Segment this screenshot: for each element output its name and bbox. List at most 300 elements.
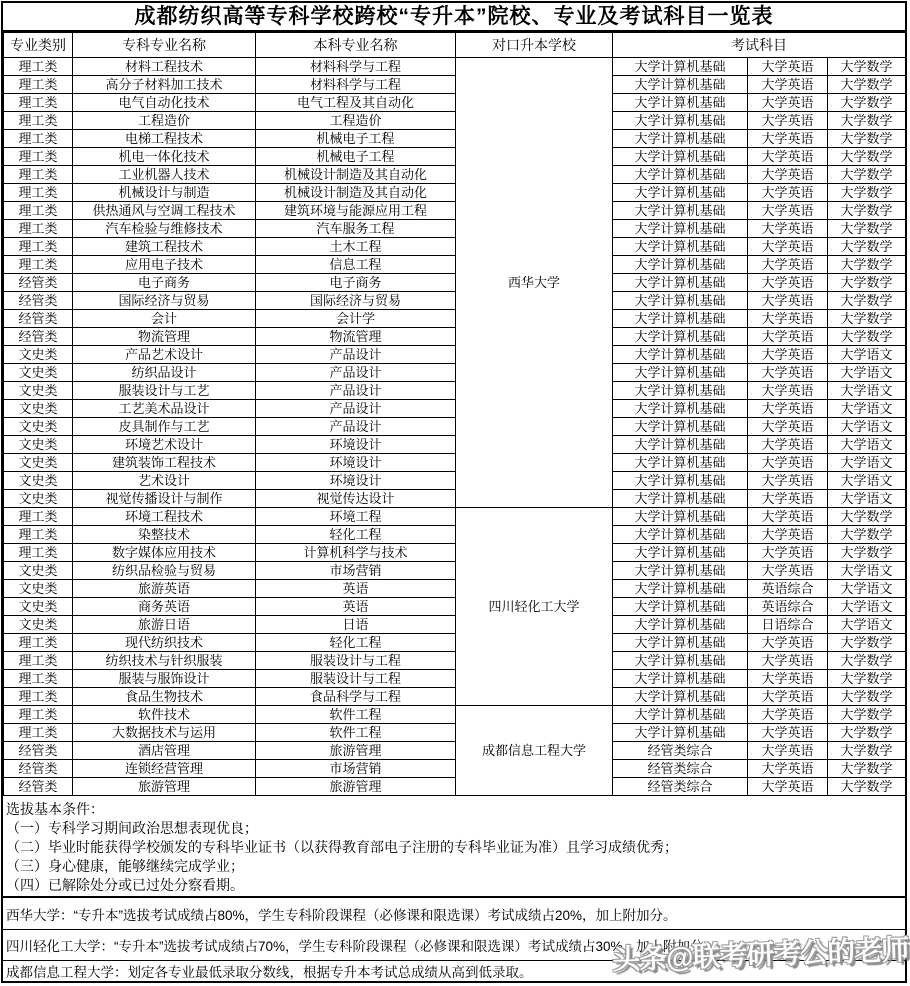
college-major-cell: 建筑工程技术 [73,238,256,256]
college-major-cell: 纺织品检验与贸易 [73,562,256,580]
exam-subject-1-cell: 大学计算机基础 [613,256,748,274]
table-row [4,670,906,688]
category-cell: 理工类 [4,166,73,184]
bachelor-major-cell: 产品设计 [256,364,456,382]
exam-subject-3-cell: 大学数学 [828,706,906,724]
exam-subject-2-cell: 大学英语 [748,148,828,166]
bachelor-major-cell: 轻化工程 [256,526,456,544]
bachelor-major-cell: 服装设计与工程 [256,670,456,688]
exam-subject-2-cell: 大学英语 [748,310,828,328]
condition-item: （二）毕业时能获得学校颁发的专科毕业证书（以获得教育部电子注册的专科毕业证为准）且学习成绩优秀； [6,839,678,855]
college-major-cell: 食品生物技术 [73,688,256,706]
category-cell: 经管类 [4,292,73,310]
condition-item: （三）身心健康，能够继续完成学业； [6,858,244,874]
exam-subject-1-cell: 大学计算机基础 [613,112,748,130]
exam-subject-1-cell: 大学计算机基础 [613,454,748,472]
exam-subject-3-cell: 大学数学 [828,652,906,670]
exam-subject-3-cell: 大学数学 [828,742,906,760]
bachelor-major-cell: 产品设计 [256,382,456,400]
exam-subject-2-cell: 大学英语 [748,526,828,544]
table-row [4,364,906,382]
category-cell: 理工类 [4,220,73,238]
college-major-cell: 产品艺术设计 [73,346,256,364]
category-cell: 文史类 [4,382,73,400]
bachelor-major-cell: 轻化工程 [256,634,456,652]
table-row [4,76,906,94]
exam-subject-3-cell: 大学数学 [828,76,906,94]
category-cell: 理工类 [4,256,73,274]
exam-subject-2-cell: 大学英语 [748,742,828,760]
category-cell: 文史类 [4,400,73,418]
college-major-cell: 纺织技术与针织服装 [73,652,256,670]
exam-subject-3-cell: 大学数学 [828,526,906,544]
college-major-cell: 建筑装饰工程技术 [73,454,256,472]
exam-subject-2-cell: 英语综合 [748,598,828,616]
category-cell: 经管类 [4,328,73,346]
college-major-cell: 物流管理 [73,328,256,346]
exam-subject-2-cell: 大学英语 [748,274,828,292]
category-cell: 理工类 [4,724,73,742]
exam-subject-2-cell: 大学英语 [748,418,828,436]
exam-subject-2-cell: 大学英语 [748,112,828,130]
exam-subject-2-cell: 大学英语 [748,508,828,526]
exam-subject-1-cell: 大学计算机基础 [613,526,748,544]
exam-subject-3-cell: 大学语文 [828,418,906,436]
category-cell: 文史类 [4,490,73,508]
exam-subject-2-cell: 大学英语 [748,76,828,94]
category-cell: 理工类 [4,652,73,670]
category-cell: 经管类 [4,760,73,778]
table-row [4,580,906,598]
exam-subject-3-cell: 大学数学 [828,202,906,220]
bachelor-major-cell: 土木工程 [256,238,456,256]
exam-subject-1-cell: 大学计算机基础 [613,616,748,634]
exam-subject-1-cell: 大学计算机基础 [613,472,748,490]
exam-subject-3-cell: 大学数学 [828,256,906,274]
college-major-cell: 艺术设计 [73,472,256,490]
category-cell: 理工类 [4,634,73,652]
exam-subject-1-cell: 大学计算机基础 [613,292,748,310]
exam-subject-3-cell: 大学数学 [828,292,906,310]
condition-item: （四）已解除处分或已过处分察看期。 [6,877,244,893]
exam-subject-2-cell: 大学英语 [748,472,828,490]
category-cell: 理工类 [4,112,73,130]
exam-subject-2-cell: 大学英语 [748,544,828,562]
bachelor-major-cell: 产品设计 [256,400,456,418]
table-row [4,760,906,778]
exam-subject-3-cell: 大学数学 [828,112,906,130]
table-row [4,688,906,706]
table-row [4,274,906,292]
category-cell: 理工类 [4,670,73,688]
bachelor-major-cell: 信息工程 [256,256,456,274]
exam-subject-1-cell: 大学计算机基础 [613,76,748,94]
header-exam-subjects: 考试科目 [613,33,906,58]
college-major-cell: 工程造价 [73,112,256,130]
exam-subject-3-cell: 大学数学 [828,544,906,562]
table-row [4,742,906,760]
college-major-cell: 旅游日语 [73,616,256,634]
exam-subject-2-cell: 英语综合 [748,580,828,598]
category-cell: 理工类 [4,688,73,706]
exam-subject-1-cell: 大学计算机基础 [613,130,748,148]
college-major-cell: 汽车检验与维修技术 [73,220,256,238]
college-major-cell: 电子商务 [73,274,256,292]
exam-subject-2-cell: 大学英语 [748,292,828,310]
college-major-cell: 应用电子技术 [73,256,256,274]
category-cell: 文史类 [4,616,73,634]
bachelor-major-cell: 旅游管理 [256,778,456,796]
bachelor-major-cell: 服装设计与工程 [256,652,456,670]
exam-subject-1-cell: 大学计算机基础 [613,418,748,436]
exam-subject-1-cell: 经管类综合 [613,760,748,778]
category-cell: 经管类 [4,310,73,328]
watermark-text: 头条@联考研考公的老师 [611,933,909,976]
exam-subject-2-cell: 大学英语 [748,220,828,238]
exam-subject-1-cell: 大学计算机基础 [613,94,748,112]
exam-subject-1-cell: 大学计算机基础 [613,490,748,508]
exam-subject-3-cell: 大学数学 [828,148,906,166]
exam-subject-3-cell: 大学语文 [828,580,906,598]
table-row [4,616,906,634]
college-major-cell: 环境工程技术 [73,508,256,526]
exam-subject-1-cell: 大学计算机基础 [613,202,748,220]
college-major-cell: 机械设计与制造 [73,184,256,202]
table-row [4,634,906,652]
category-cell: 文史类 [4,598,73,616]
exam-subject-2-cell: 大学英语 [748,778,828,796]
selection-conditions [3,796,905,896]
exam-subject-1-cell: 大学计算机基础 [613,346,748,364]
bachelor-major-cell: 建筑环境与能源应用工程 [256,202,456,220]
exam-subject-3-cell: 大学数学 [828,130,906,148]
exam-subject-3-cell: 大学数学 [828,688,906,706]
bachelor-major-cell: 汽车服务工程 [256,220,456,238]
table-row [4,454,906,472]
category-cell: 经管类 [4,742,73,760]
college-major-cell: 材料工程技术 [73,58,256,76]
exam-subject-1-cell: 大学计算机基础 [613,238,748,256]
table-header-row [4,33,906,58]
exam-subject-3-cell: 大学数学 [828,760,906,778]
exam-subject-3-cell: 大学数学 [828,310,906,328]
exam-subject-3-cell: 大学语文 [828,382,906,400]
exam-subject-2-cell: 大学英语 [748,670,828,688]
college-major-cell: 环境艺术设计 [73,436,256,454]
table-frame [1,1,907,983]
college-major-cell: 服装与服饰设计 [73,670,256,688]
college-major-cell: 商务英语 [73,598,256,616]
exam-subject-2-cell: 大学英语 [748,652,828,670]
exam-subject-3-cell: 大学语文 [828,490,906,508]
exam-subject-2-cell: 大学英语 [748,562,828,580]
table-row [4,220,906,238]
bachelor-major-cell: 软件工程 [256,706,456,724]
college-major-cell: 软件技术 [73,706,256,724]
header-bachelor-major: 本科专业名称 [256,33,456,58]
exam-subject-2-cell: 大学英语 [748,130,828,148]
table-row [4,292,906,310]
bachelor-major-cell: 电子商务 [256,274,456,292]
exam-subject-1-cell: 大学计算机基础 [613,400,748,418]
exam-subject-2-cell: 大学英语 [748,346,828,364]
exam-subject-2-cell: 大学英语 [748,202,828,220]
exam-subject-2-cell: 大学英语 [748,760,828,778]
category-cell: 文史类 [4,562,73,580]
category-cell: 理工类 [4,130,73,148]
category-cell: 文史类 [4,346,73,364]
college-major-cell: 皮具制作与工艺 [73,418,256,436]
college-major-cell: 纺织品设计 [73,364,256,382]
header-college-major: 专科专业名称 [73,33,256,58]
table-body [4,58,906,796]
table-row [4,238,906,256]
college-major-cell: 数字媒体应用技术 [73,544,256,562]
exam-subject-1-cell: 大学计算机基础 [613,652,748,670]
exam-subject-1-cell: 大学计算机基础 [613,508,748,526]
table-row [4,436,906,454]
school-cell: 西华大学 [456,58,613,508]
exam-subject-1-cell: 大学计算机基础 [613,184,748,202]
table-row [4,166,906,184]
exam-subject-1-cell: 大学计算机基础 [613,328,748,346]
bachelor-major-cell: 英语 [256,580,456,598]
college-major-cell: 工艺美术品设计 [73,400,256,418]
category-cell: 文史类 [4,580,73,598]
bachelor-major-cell: 食品科学与工程 [256,688,456,706]
exam-subject-1-cell: 经管类综合 [613,778,748,796]
college-major-cell: 连锁经营管理 [73,760,256,778]
table-row [4,472,906,490]
exam-subject-3-cell: 大学语文 [828,562,906,580]
majors-exams-table [3,32,906,796]
table-row [4,112,906,130]
category-cell: 经管类 [4,274,73,292]
bachelor-major-cell: 日语 [256,616,456,634]
college-major-cell: 国际经济与贸易 [73,292,256,310]
bachelor-major-cell: 材料科学与工程 [256,76,456,94]
table-row [4,490,906,508]
exam-subject-2-cell: 大学英语 [748,382,828,400]
exam-subject-3-cell: 大学数学 [828,508,906,526]
exam-subject-2-cell: 大学英语 [748,634,828,652]
exam-subject-3-cell: 大学数学 [828,58,906,76]
college-major-cell: 服装设计与工艺 [73,382,256,400]
table-row [4,310,906,328]
page-title: 成都纺织高等专科学校跨校“专升本”院校、专业及考试科目一览表 [3,3,905,32]
bachelor-major-cell: 机械设计制造及其自动化 [256,166,456,184]
bachelor-major-cell: 机械电子工程 [256,130,456,148]
exam-subject-3-cell: 大学语文 [828,400,906,418]
bachelor-major-cell: 产品设计 [256,346,456,364]
conditions-heading: 选拔基本条件： [6,801,104,817]
table-row [4,544,906,562]
table-row [4,346,906,364]
exam-subject-3-cell: 大学数学 [828,184,906,202]
bachelor-major-cell: 环境设计 [256,454,456,472]
category-cell: 理工类 [4,706,73,724]
exam-subject-3-cell: 大学数学 [828,94,906,112]
exam-subject-1-cell: 大学计算机基础 [613,166,748,184]
bachelor-major-cell: 市场营销 [256,562,456,580]
college-major-cell: 高分子材料加工技术 [73,76,256,94]
table-row [4,508,906,526]
exam-subject-1-cell: 大学计算机基础 [613,364,748,382]
exam-subject-1-cell: 大学计算机基础 [613,148,748,166]
table-row [4,58,906,76]
bachelor-major-cell: 产品设计 [256,418,456,436]
bachelor-major-cell: 计算机科学与技术 [256,544,456,562]
category-cell: 经管类 [4,778,73,796]
table-row [4,598,906,616]
exam-subject-3-cell: 大学数学 [828,220,906,238]
category-cell: 文史类 [4,454,73,472]
note-chengdu-information-university: 成都信息工程大学：划定各专业最低录取分数线，根据专升本考试总成绩从高到低录取。 [3,960,905,981]
bachelor-major-cell: 机械电子工程 [256,148,456,166]
exam-subject-3-cell: 大学语文 [828,598,906,616]
table-row [4,724,906,742]
category-cell: 文史类 [4,418,73,436]
college-major-cell: 酒店管理 [73,742,256,760]
exam-subject-2-cell: 大学英语 [748,688,828,706]
table-row [4,382,906,400]
category-cell: 理工类 [4,58,73,76]
college-major-cell: 电气自动化技术 [73,94,256,112]
exam-subject-1-cell: 大学计算机基础 [613,544,748,562]
exam-subject-2-cell: 大学英语 [748,58,828,76]
exam-subject-3-cell: 大学语文 [828,616,906,634]
exam-subject-1-cell: 大学计算机基础 [613,382,748,400]
school-cell: 四川轻化工大学 [456,508,613,706]
exam-subject-2-cell: 大学英语 [748,724,828,742]
exam-subject-3-cell: 大学数学 [828,274,906,292]
exam-subject-1-cell: 大学计算机基础 [613,634,748,652]
college-major-cell: 现代纺织技术 [73,634,256,652]
exam-subject-2-cell: 大学英语 [748,166,828,184]
bachelor-major-cell: 电气工程及其自动化 [256,94,456,112]
table-row [4,652,906,670]
exam-subject-2-cell: 大学英语 [748,400,828,418]
category-cell: 理工类 [4,94,73,112]
exam-subject-1-cell: 大学计算机基础 [613,436,748,454]
college-major-cell: 视觉传播设计与制作 [73,490,256,508]
exam-subject-2-cell: 大学英语 [748,706,828,724]
exam-subject-2-cell: 大学英语 [748,490,828,508]
table-row [4,526,906,544]
bachelor-major-cell: 会计学 [256,310,456,328]
table-row [4,418,906,436]
condition-item: （一）专科学习期间政治思想表现优良； [6,820,258,836]
category-cell: 理工类 [4,148,73,166]
bachelor-major-cell: 环境设计 [256,472,456,490]
note-sichuan-light-chemical-university: 四川轻化工大学：“专升本”选拔考试成绩占70%，学生专科阶段课程（必修课和限选课）考试成绩占30%，加上附加分。 [3,929,905,960]
bachelor-major-cell: 国际经济与贸易 [256,292,456,310]
table-row [4,202,906,220]
exam-subject-1-cell: 大学计算机基础 [613,58,748,76]
exam-subject-1-cell: 大学计算机基础 [613,724,748,742]
category-cell: 文史类 [4,472,73,490]
college-major-cell: 机电一体化技术 [73,148,256,166]
college-major-cell: 工业机器人技术 [73,166,256,184]
category-cell: 文史类 [4,364,73,382]
exam-subject-3-cell: 大学语文 [828,364,906,382]
bachelor-major-cell: 市场营销 [256,760,456,778]
exam-subject-2-cell: 大学英语 [748,238,828,256]
header-target-school: 对口升本学校 [456,33,613,58]
college-major-cell: 电梯工程技术 [73,130,256,148]
exam-subject-3-cell: 大学语文 [828,346,906,364]
category-cell: 理工类 [4,238,73,256]
note-xihua-university: 西华大学：“专升本”选拔考试成绩占80%，学生专科阶段课程（必修课和限选课）考试成绩占20%，加上附加分。 [3,896,905,929]
bachelor-major-cell: 物流管理 [256,328,456,346]
bachelor-major-cell: 环境设计 [256,436,456,454]
exam-subject-2-cell: 日语综合 [748,616,828,634]
exam-subject-3-cell: 大学数学 [828,634,906,652]
exam-subject-1-cell: 大学计算机基础 [613,706,748,724]
exam-subject-2-cell: 大学英语 [748,436,828,454]
exam-subject-3-cell: 大学数学 [828,670,906,688]
bachelor-major-cell: 旅游管理 [256,742,456,760]
bachelor-major-cell: 工程造价 [256,112,456,130]
exam-subject-3-cell: 大学数学 [828,238,906,256]
bachelor-major-cell: 软件工程 [256,724,456,742]
exam-subject-1-cell: 大学计算机基础 [613,310,748,328]
college-major-cell: 供热通风与空调工程技术 [73,202,256,220]
table-row [4,778,906,796]
table-row [4,256,906,274]
exam-subject-2-cell: 大学英语 [748,256,828,274]
exam-subject-1-cell: 大学计算机基础 [613,688,748,706]
exam-subject-3-cell: 大学数学 [828,166,906,184]
school-cell: 成都信息工程大学 [456,706,613,796]
exam-subject-1-cell: 大学计算机基础 [613,598,748,616]
category-cell: 文史类 [4,436,73,454]
college-major-cell: 旅游英语 [73,580,256,598]
category-cell: 理工类 [4,76,73,94]
exam-subject-3-cell: 大学数学 [828,328,906,346]
exam-subject-3-cell: 大学数学 [828,724,906,742]
exam-subject-1-cell: 大学计算机基础 [613,562,748,580]
exam-subject-2-cell: 大学英语 [748,184,828,202]
category-cell: 理工类 [4,544,73,562]
exam-subject-2-cell: 大学英语 [748,328,828,346]
exam-subject-3-cell: 大学语文 [828,472,906,490]
exam-subject-1-cell: 经管类综合 [613,742,748,760]
category-cell: 理工类 [4,184,73,202]
table-row [4,328,906,346]
college-major-cell: 会计 [73,310,256,328]
exam-subject-2-cell: 大学英语 [748,364,828,382]
table-row [4,706,906,724]
category-cell: 理工类 [4,508,73,526]
bachelor-major-cell: 材料科学与工程 [256,58,456,76]
bachelor-major-cell: 英语 [256,598,456,616]
header-category: 专业类别 [4,33,73,58]
exam-subject-2-cell: 大学英语 [748,94,828,112]
exam-subject-1-cell: 大学计算机基础 [613,670,748,688]
bachelor-major-cell: 视觉传达设计 [256,490,456,508]
exam-subject-1-cell: 大学计算机基础 [613,274,748,292]
bachelor-major-cell: 机械设计制造及其自动化 [256,184,456,202]
college-major-cell: 大数据技术与运用 [73,724,256,742]
category-cell: 理工类 [4,202,73,220]
exam-subject-3-cell: 大学数学 [828,778,906,796]
table-row [4,130,906,148]
exam-subject-3-cell: 大学语文 [828,436,906,454]
exam-subject-2-cell: 大学英语 [748,454,828,472]
college-major-cell: 旅游管理 [73,778,256,796]
table-row [4,400,906,418]
